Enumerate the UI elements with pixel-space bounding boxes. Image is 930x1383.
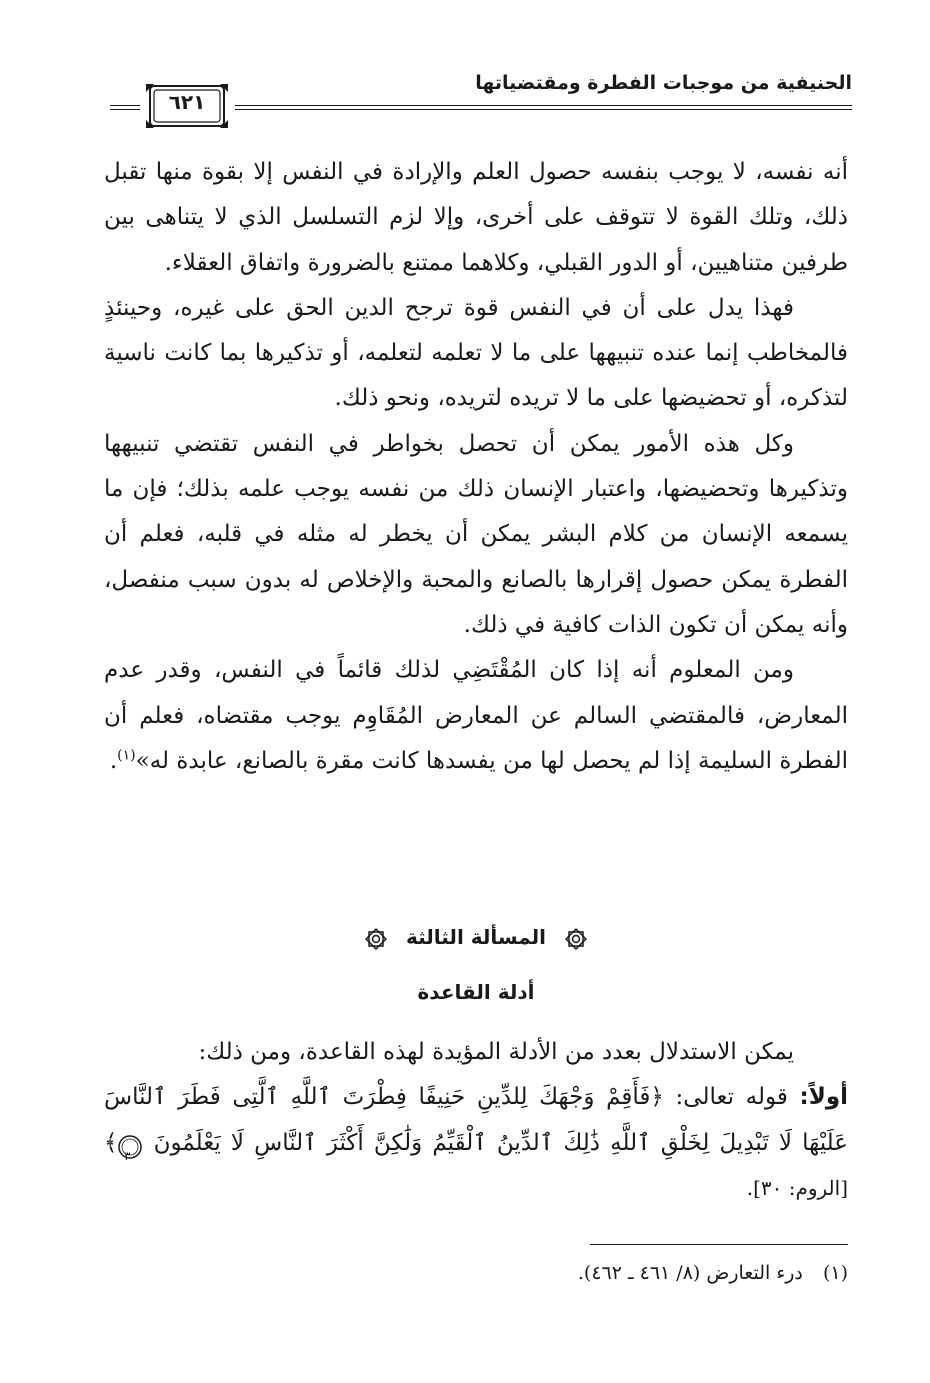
header-double-rule (235, 105, 852, 110)
paragraph-4 (104, 648, 848, 784)
octagram-ornament-icon (563, 926, 589, 952)
paragraph-3: وكل هذه الأمور يمكن أن تحصل بخواطر في النفس تقتضي تنبيهها وتذكيرها وتحضيضها، واعتبار الإنسان ذلك من نفسه يوجب علمه بذلك؛ فإن ما يسمعه الإنسان من كلام البشر يمكن أن يخطر له مثله في قلبه، فعلم أن الفطرة يمكن حصول إقرارها بالصانع والمحبة والإخلاص له بدون سبب منفصل، وأنه يمكن أن تكون الذات كافية في ذلك. (104, 430, 848, 638)
section-heading-adilla: أدلة القاعدة (417, 980, 535, 1004)
section-intro: يمكن الاستدلال بعدد من الأدلة المؤيدة لهذه القاعدة، ومن ذلك: (198, 1039, 794, 1065)
footnote-text: درء التعارض (٨/ ٤٦١ ـ ٤٦٢). (577, 1262, 803, 1284)
ayah-number: ٣٠ (124, 1148, 137, 1163)
first-intro: قوله تعالى: (675, 1084, 788, 1111)
footnote-separator (590, 1244, 848, 1245)
section-body (104, 1030, 848, 1211)
footnote-1 (104, 1258, 848, 1288)
main-text (104, 150, 848, 784)
paragraph-4-end: . (109, 747, 118, 774)
paragraph-2: فهذا يدل على أن في النفس قوة ترجح الدين الحق على غيره، وحينئذٍ فالمخاطب إنما عنده تنبيهها على ما لا تعلمه لتعلمه، أو تذكيرها بما كانت ناسية لتذكره، أو تحضيضها على ما لا تريده لتريده، ونحو ذلك. (104, 294, 848, 412)
page-number-frame (144, 82, 230, 130)
masala-title: المسألة الثالثة (405, 925, 547, 949)
quran-close-bracket: ﴾ (104, 1129, 118, 1156)
quran-open-bracket: ﴿ (650, 1084, 664, 1111)
page-header (110, 70, 852, 134)
paragraph-4-text: ومن المعلوم أنه إذا كان المُقْتَضِي لذلك قائماً في النفس، وقدر عدم المعارض، فالمقتضي السالم عن المعارض المُقَاوِم يوجب مقتضاه، فعلم أن الفطرة السليمة إذا لم يحصل لها من يفسدها كانت مقرة بالصانع، عابدة له» (104, 657, 848, 774)
surah-reference: [الروم: ٣٠]. (746, 1175, 848, 1200)
first-label: أولاً: (799, 1084, 849, 1111)
footnote-ref-1[interactable]: (١) (117, 747, 136, 764)
ayah-number-mark (117, 1131, 143, 1163)
running-title: الحنيفية من موجبات الفطرة ومقتضياتها (475, 72, 852, 94)
octagram-ornament-icon (363, 926, 389, 952)
first-evidence (104, 1075, 848, 1211)
footnote-number: (١) (822, 1262, 848, 1284)
paragraph-1: أنه نفسه، لا يوجب بنفسه حصول العلم والإرادة في النفس إلا بقوة منها تقبل ذلك، وتلك القوة لا تتوقف على أخرى، وإلا لزم التسلسل الذي لا يتناهى بين طرفين متناهيين، أو الدور القبلي، وكلاهما ممتنع بالضرورة واتفاق العقلاء. (104, 159, 848, 276)
page-number: ٦٢١ (168, 90, 206, 114)
header-double-rule-left (110, 105, 140, 110)
quran-verse: فَأَقِمْ وَجْهَكَ لِلدِّينِ حَنِيفًا فِطْرَتَ ٱللَّهِ ٱلَّتِى فَطَرَ ٱلنَّاسَ عَلَيْهَا لَا تَبْدِيلَ لِخَلْقِ ٱللَّهِ ذَٰلِكَ ٱلدِّينُ ٱلْقَيِّمُ وَلَٰكِنَّ أَكْثَرَ ٱلنَّاسِ لَا يَعْلَمُونَ (104, 1084, 848, 1156)
section-heading-masala (104, 925, 848, 952)
